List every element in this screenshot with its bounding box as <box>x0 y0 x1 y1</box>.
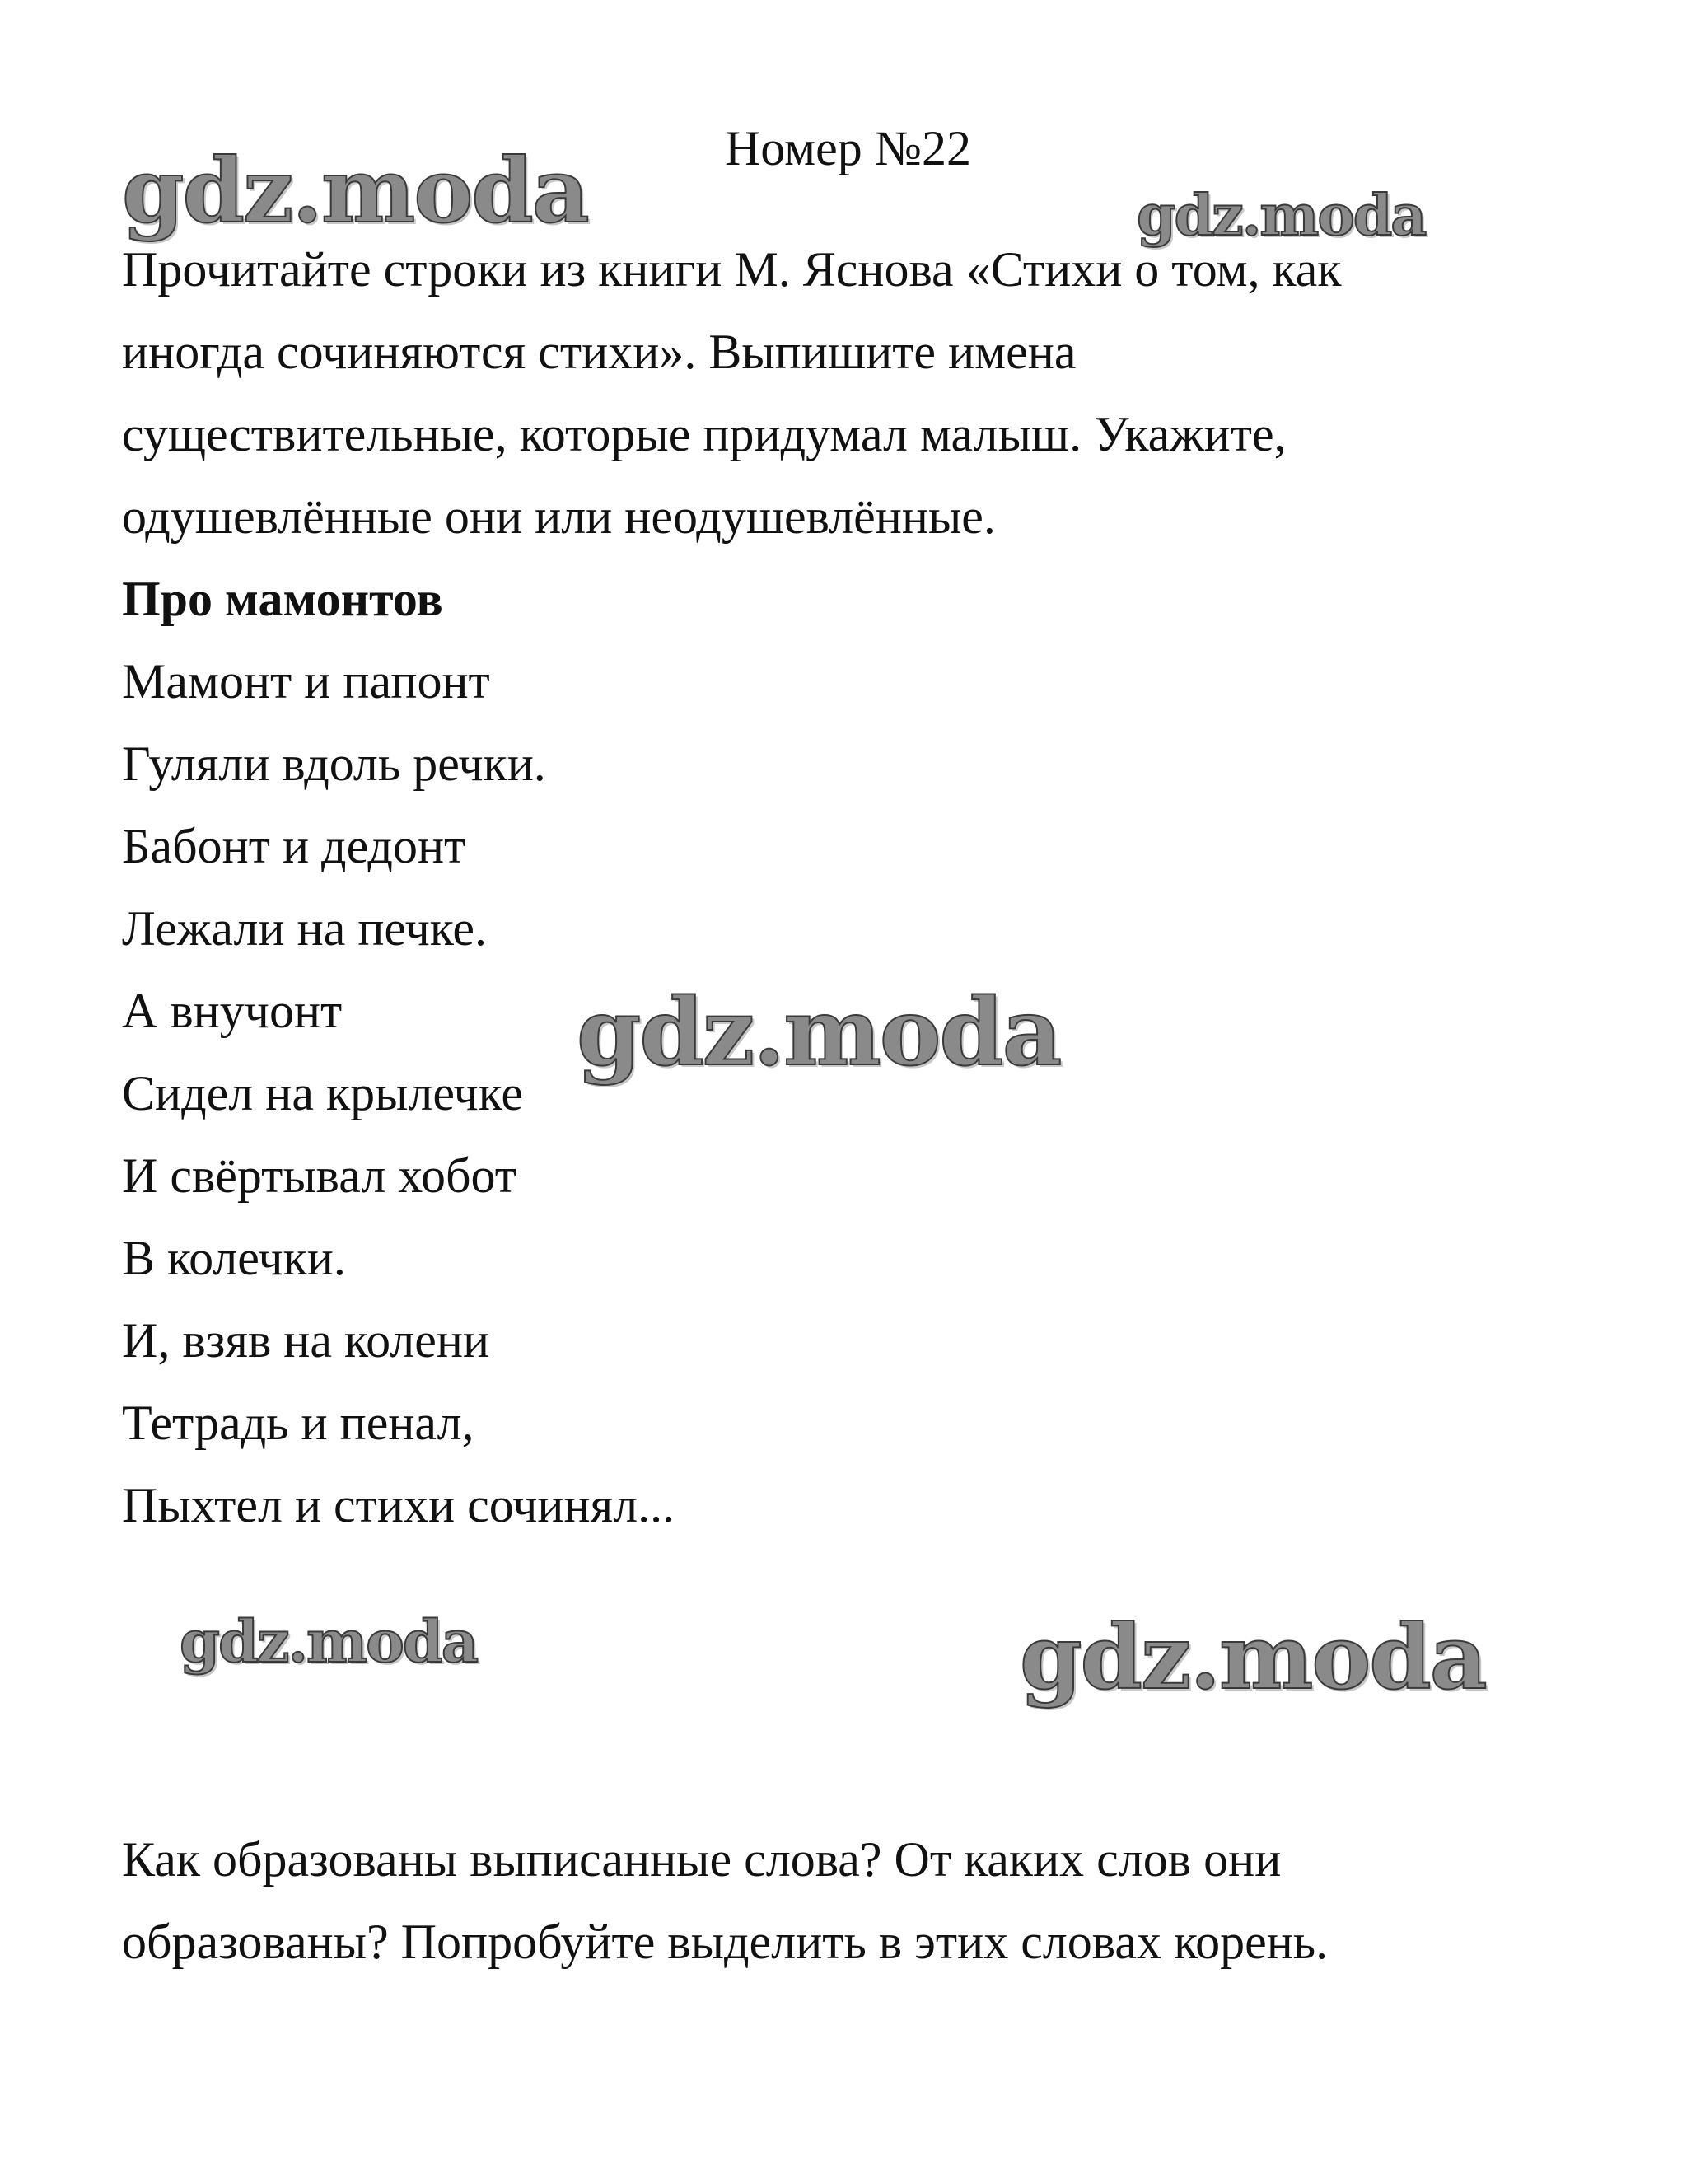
task-line: существительные, которые придумал малыш. Укажите, <box>122 407 1287 461</box>
poem-line: Гуляли вдоль речки. <box>122 737 546 791</box>
poem-line: Сидел на крылечке <box>122 1066 523 1120</box>
poem-line: И свёртывал хобот <box>122 1148 516 1203</box>
question-paragraph <box>122 1818 1605 1983</box>
poem-line: Мамонт и папонт <box>122 654 490 709</box>
poem-line: Лежали на печке. <box>122 901 488 956</box>
watermark-logo: gdz.moda <box>1020 1606 1486 1709</box>
poem-line: Тетрадь и пенал, <box>122 1396 474 1450</box>
watermark-logo: gdz.moda <box>1137 183 1426 249</box>
watermark-logo: gdz.moda <box>577 979 1061 1087</box>
poem-line: Бабонт и дедонт <box>122 819 466 873</box>
poem-line: А внучонт <box>122 984 343 1038</box>
poem-title: Про мамонтов <box>122 572 443 626</box>
poem-line: В колечки. <box>122 1231 346 1285</box>
task-line: иногда сочиняются стихи». Выпишите имена <box>122 325 1077 379</box>
question-line: Как образованы выписанные слова? От каких слов они <box>122 1832 1282 1887</box>
task-line: Прочитайте строки из книги М. Яснова «Стихи о том, как <box>122 242 1342 297</box>
poem-line: И, взяв на колени <box>122 1313 490 1368</box>
task-line: одушевлённые они или неодушевлённые. <box>122 489 996 544</box>
watermark-logo: gdz.moda <box>122 139 588 243</box>
page-title: Номер №22 <box>724 121 972 175</box>
question-line: образованы? Попробуйте выделить в этих словах корень. <box>122 1915 1329 1969</box>
watermark-logo: gdz.moda <box>180 1607 478 1676</box>
task-paragraph <box>122 228 1572 558</box>
poem-line: Пыхтел и стихи сочинял... <box>122 1478 675 1532</box>
